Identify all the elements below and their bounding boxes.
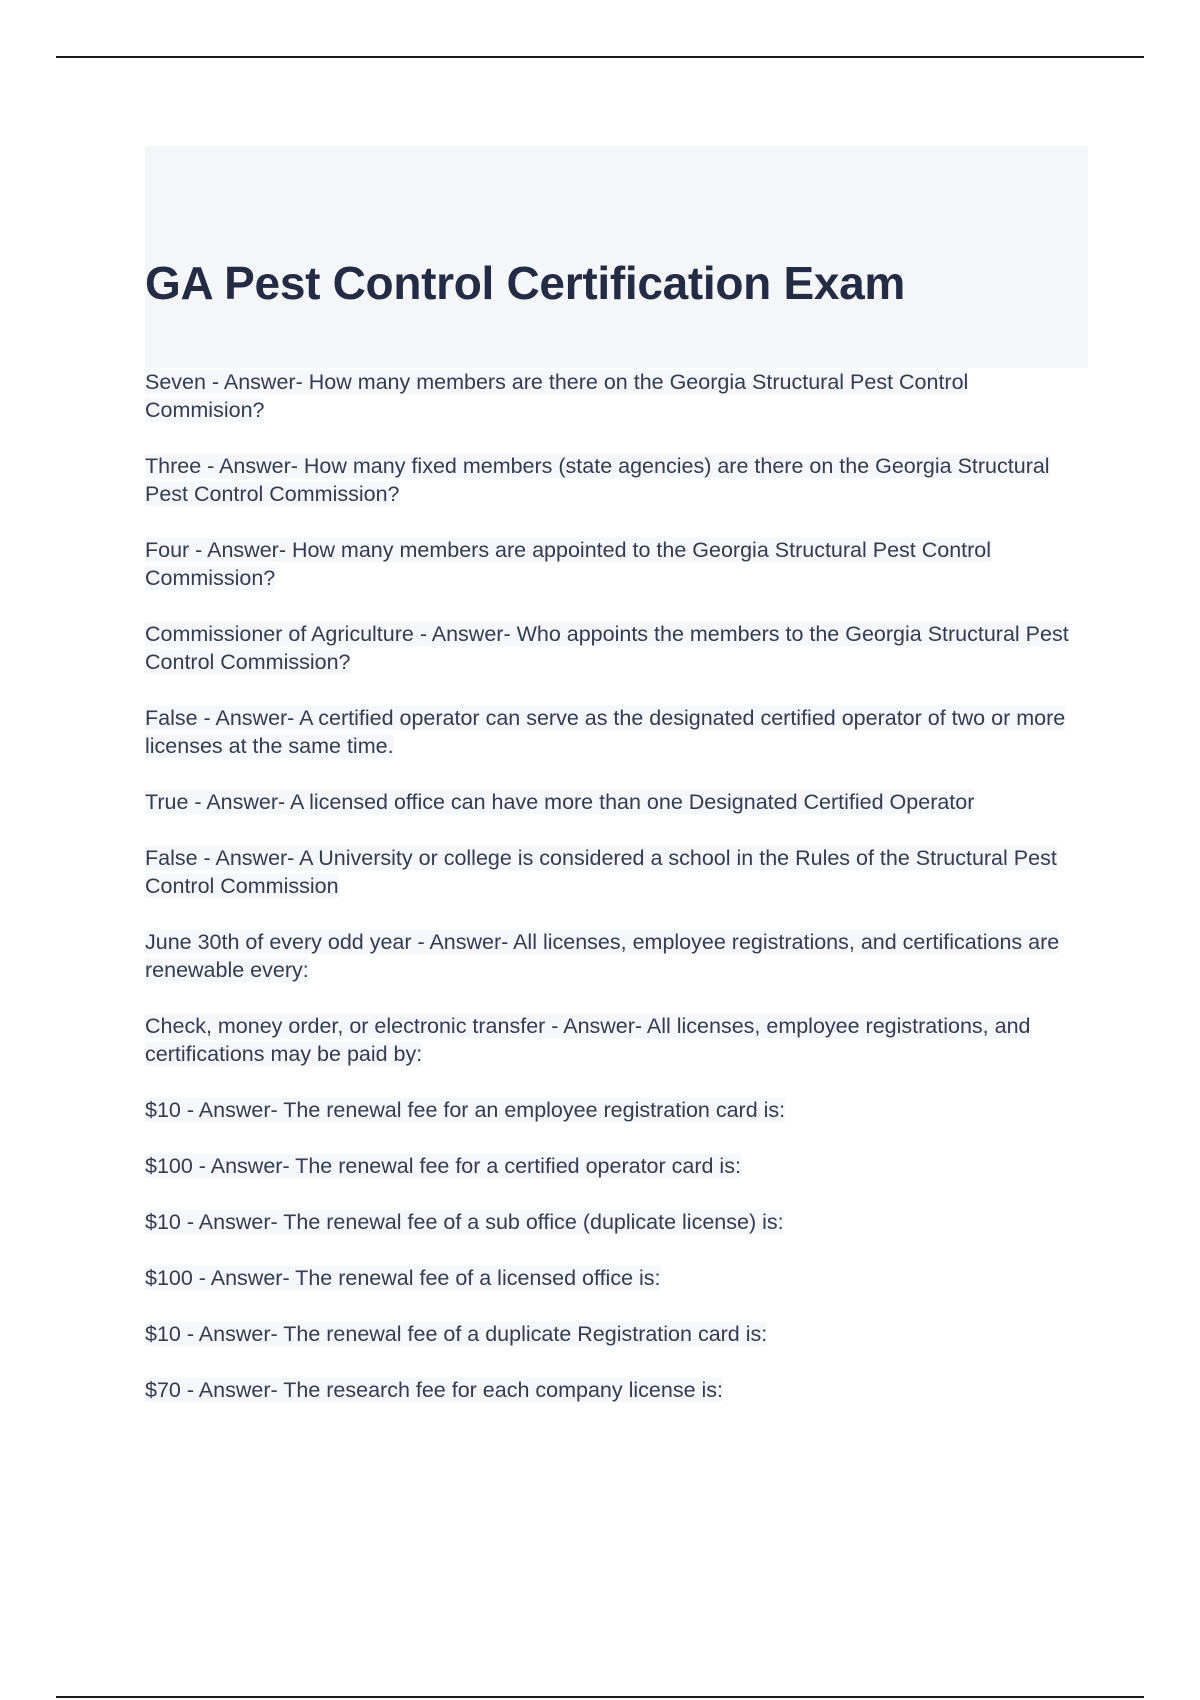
qa-item-text: False - Answer- A certified operator can serve as the designated certified operator of two or more licenses at the same time. (145, 706, 1066, 758)
qa-item (145, 1096, 1090, 1124)
qa-item (145, 1012, 1090, 1068)
qa-item (145, 704, 1090, 760)
page-title: GA Pest Control Certification Exam (145, 257, 906, 309)
qa-item (145, 788, 1090, 816)
qa-item-text: Three - Answer- How many fixed members (state agencies) are there on the Georgia Structural Pest Control Commission? (145, 454, 1050, 506)
top-rule (56, 56, 1144, 58)
qa-item-text: Commissioner of Agriculture - Answer- Who appoints the members to the Georgia Structural Pest Control Commission? (145, 622, 1069, 674)
qa-item (145, 1320, 1090, 1348)
qa-item-text: Four - Answer- How many members are appointed to the Georgia Structural Pest Control Commission? (145, 538, 992, 590)
qa-item (145, 928, 1090, 984)
qa-item-text: $100 - Answer- The renewal fee for a certified operator card is: (145, 1154, 741, 1178)
qa-item-text: Seven - Answer- How many members are there on the Georgia Structural Pest Control Commision? (145, 370, 969, 422)
qa-item-text: True - Answer- A licensed office can have more than one Designated Certified Operator (145, 790, 975, 814)
qa-item (145, 536, 1090, 592)
qa-item (145, 452, 1090, 508)
qa-item-text: False - Answer- A University or college is considered a school in the Rules of the Structural Pest Control Commission (145, 846, 1057, 898)
qa-item (145, 620, 1090, 676)
bottom-rule (56, 1696, 1144, 1698)
qa-item-text: $10 - Answer- The renewal fee of a sub office (duplicate license) is: (145, 1210, 784, 1234)
qa-item-text: $100 - Answer- The renewal fee of a licensed office is: (145, 1266, 661, 1290)
qa-item (145, 1376, 1090, 1404)
qa-item (145, 1208, 1090, 1236)
qa-item-text: June 30th of every odd year - Answer- All licenses, employee registrations, and certifications are renewable every: (145, 930, 1060, 982)
qa-item (145, 1264, 1090, 1292)
qa-item (145, 1152, 1090, 1180)
qa-item-text: $10 - Answer- The renewal fee of a duplicate Registration card is: (145, 1322, 768, 1346)
qa-item-text: $70 - Answer- The research fee for each company license is: (145, 1378, 724, 1402)
qa-item (145, 368, 1090, 424)
qa-item (145, 844, 1090, 900)
qa-item-text: Check, money order, or electronic transfer - Answer- All licenses, employee registrations, and certifications may be paid by: (145, 1014, 1031, 1066)
qa-item-text: $10 - Answer- The renewal fee for an employee registration card is: (145, 1098, 786, 1122)
qa-list (145, 368, 1090, 1432)
